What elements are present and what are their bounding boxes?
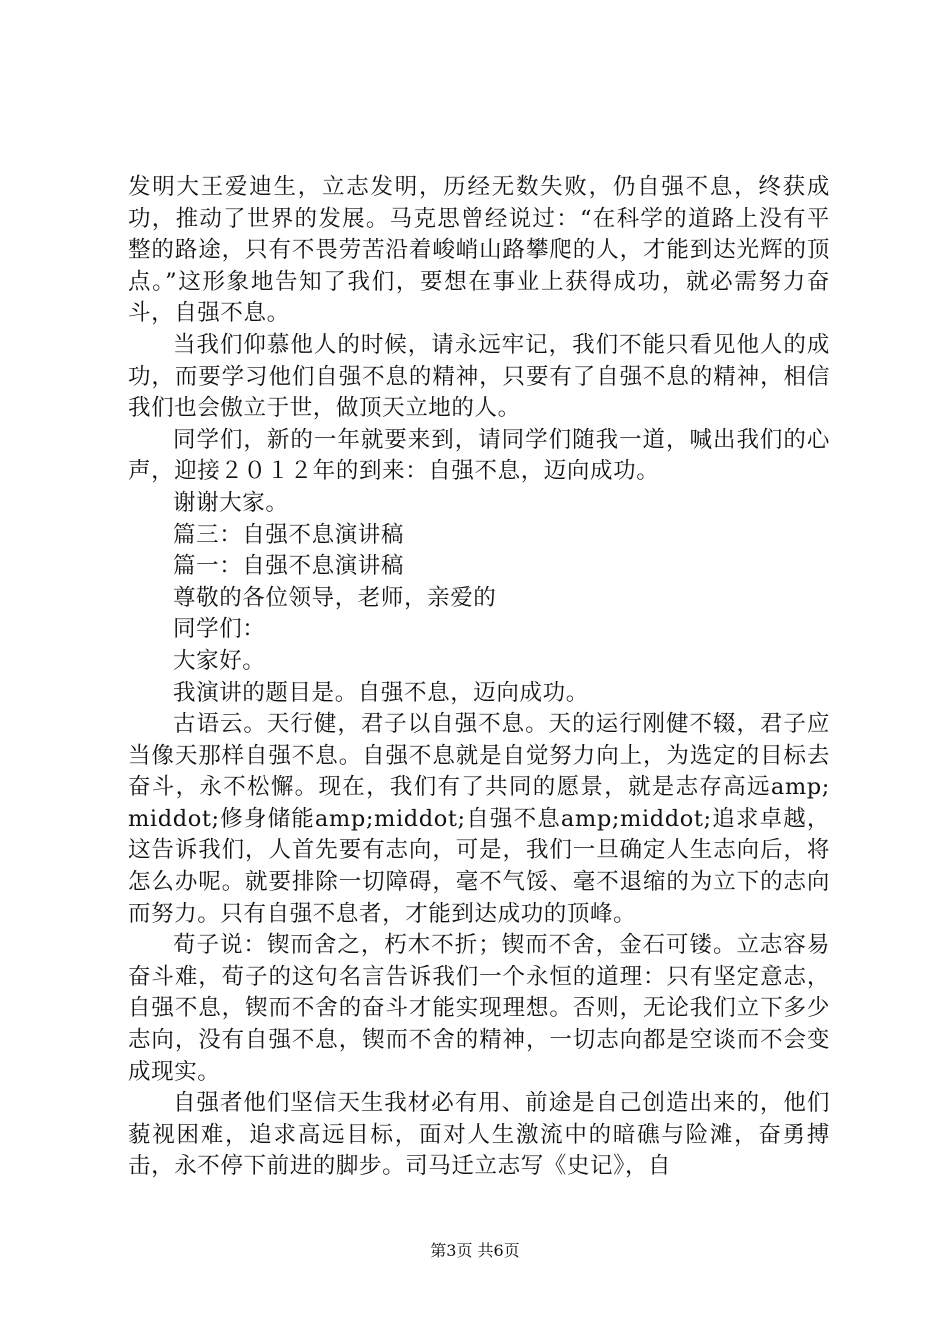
paragraph: 荀子说：锲而舍之，朽木不折；锲而不舍，金石可镂。立志容易奋斗难，荀子的这句名言告诉我们一个永恒的道理：只有坚定意志，自强不息，锲而不舍的奋斗才能实现理想。否则，无论我们立下多少志向，没有自强不息，锲而不舍的精神，一切志向都是空谈而不会变成现实。	[128, 932, 830, 1085]
section-heading: 篇一：自强不息演讲稿	[173, 553, 405, 580]
paragraph: 谢谢大家。	[173, 489, 289, 516]
paragraph: 同学们，新的一年就要来到，请同学们随我一道，喊出我们的心声，迎接２０１２年的到来：自强不息，迈向成功。	[128, 426, 830, 485]
paragraph: 自强者他们坚信天生我材必有用、前途是自己创造出来的，他们藐视困难，追求高远目标，面对人生激流中的暗礁与险滩，奋勇搏击，永不停下前进的脚步。司马迁立志写《史记》，自	[128, 1090, 830, 1180]
paragraph: 古语云。天行健，君子以自强不息。天的运行刚健不辍，君子应当像天那样自强不息。自强不息就是自觉努力向上，为选定的目标去奋斗，永不松懈。现在，我们有了共同的愿景，就是志存高远amp;middot;修身储能amp;middot;自强不息amp;middot;追求卓越，这告诉我们，人首先要有志向，可是，我们一旦确定人生志向后，将怎么办呢。就要排除一切障碍，毫不气馁、毫不退缩的为立下的志向而努力。只有自强不息者，才能到达成功的顶峰。	[128, 711, 830, 927]
page-number-footer: 第3页 共6页	[430, 1241, 520, 1260]
paragraph: 当我们仰慕他人的时候，请永远牢记，我们不能只看见他人的成功，而要学习他们自强不息的精神，只要有了自强不息的精神，相信我们也会傲立于世，做顶天立地的人。	[128, 331, 830, 422]
section-heading: 篇三：自强不息演讲稿	[173, 521, 405, 548]
salutation: 同学们：	[173, 616, 266, 643]
paragraph: 发明大王爱迪生，立志发明，历经无数失败，仍自强不息，终获成功，推动了世界的发展。马克思曾经说过：“在科学的道路上没有平整的路途，只有不畏劳苦沿着峻峭山路攀爬的人，才能到达光辉的顶点。”这形象地告知了我们，要想在事业上获得成功，就必需努力奋斗，自强不息。	[128, 174, 830, 327]
document-body	[128, 172, 830, 1183]
greeting: 大家好。	[173, 647, 266, 674]
paragraph: 我演讲的题目是。自强不息，迈向成功。	[173, 679, 589, 706]
salutation: 尊敬的各位领导，老师，亲爱的	[173, 584, 497, 611]
